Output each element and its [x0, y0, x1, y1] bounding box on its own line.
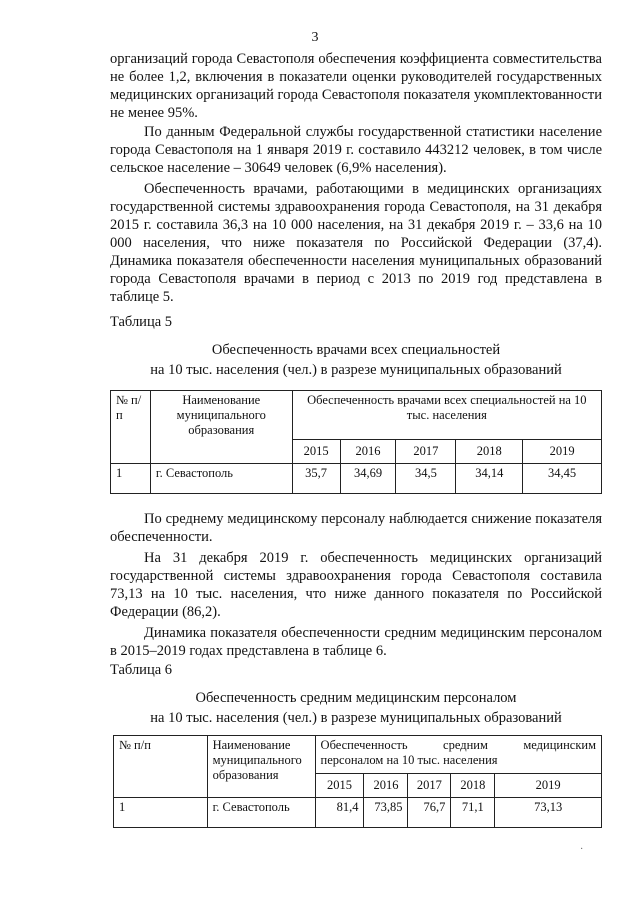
table5-head-num: № п/п	[111, 391, 151, 464]
paragraph-2: По данным Федеральной службы государственной статистики население города Севастополя на 1 января 2019 г. составило 443212 человек, в том числе сельское население – 30649 человек (6,9% населения).	[110, 124, 602, 176]
table6-year: 2017	[408, 774, 451, 798]
paragraph-1: организаций города Севастополя обеспечения коэффициента совместительства не более 1,2, включения в показатели оценки руководителей государственных медицинских организаций города Севастополя показателя укомплектованности не менее 95%.	[110, 51, 602, 121]
paragraph-5: На 31 декабря 2019 г. обеспеченность медицинских организаций государственной системы здравоохранения города Севастополя составила 73,13 на 10 тыс. населения, что ниже данного показателя по Российской Федерации (86,2).	[110, 550, 602, 620]
table6-label: Таблица 6	[110, 662, 173, 678]
table6-head-name: Наименование муниципального образования	[207, 736, 315, 798]
table5-year: 2017	[396, 440, 456, 464]
table5-head-name: Наименование муниципального образования	[150, 391, 292, 464]
table5-value: 34,45	[523, 464, 602, 494]
table5-year: 2018	[456, 440, 523, 464]
table6-value: 81,4	[315, 798, 364, 828]
table5-label: Таблица 5	[110, 314, 173, 330]
table5-value: 34,69	[340, 464, 396, 494]
table6-row-name: г. Севастополь	[207, 798, 315, 828]
table6-head-num: № п/п	[114, 736, 208, 798]
table5-title-line2: на 10 тыс. населения (чел.) в разрезе муниципальных образований	[150, 362, 562, 378]
table6-title-line2: на 10 тыс. населения (чел.) в разрезе муниципальных образований	[150, 710, 562, 726]
table6-title-line1: Обеспеченность средним медицинским персоналом	[195, 690, 517, 706]
paragraph-3: Обеспеченность врачами, работающими в медицинских организациях государственной системы здравоохранения города Севастополя, на 31 декабря 2015 г. составила 36,3 на 10 000 населения, на 31 декабря 2019 г. – 33,6 на 10 000 населения, что ниже показателя по Российской Федерации (37,4). Динамика показателя обеспеченности населения муниципальных образований города Севастополя врачами в период с 2013 по 2019 год представлена в таблице 5.	[110, 181, 602, 305]
table6-year: 2018	[451, 774, 495, 798]
table5-value: 34,14	[456, 464, 523, 494]
table5-row-name: г. Севастополь	[150, 464, 292, 494]
table5-value: 35,7	[292, 464, 340, 494]
table5-row-num: 1	[111, 464, 151, 494]
table6-year: 2016	[364, 774, 408, 798]
paragraph-1-block	[110, 50, 602, 306]
table6-value: 76,7	[408, 798, 451, 828]
table6	[113, 735, 602, 828]
table6-head-group: Обеспеченность средним медицинским персоналом на 10 тыс. населения	[315, 736, 601, 774]
table-row	[111, 464, 602, 494]
table6-value: 73,13	[495, 798, 602, 828]
table5	[110, 390, 602, 494]
table5-year: 2016	[340, 440, 396, 464]
corner-mark: ·	[580, 844, 584, 855]
table-row	[114, 798, 602, 828]
table5-title-line1: Обеспеченность врачами всех специальностей	[211, 342, 501, 358]
table5-year: 2015	[292, 440, 340, 464]
table5-head-group: Обеспеченность врачами всех специальностей на 10 тыс. населения	[292, 391, 601, 440]
table6-year: 2019	[495, 774, 602, 798]
page-number: 3	[311, 30, 319, 45]
paragraph-4: По среднему медицинскому персоналу наблюдается снижение показателя обеспеченности.	[110, 511, 602, 545]
table6-year: 2015	[315, 774, 364, 798]
table5-year: 2019	[523, 440, 602, 464]
table6-value: 71,1	[451, 798, 495, 828]
table5-value: 34,5	[396, 464, 456, 494]
table6-value: 73,85	[364, 798, 408, 828]
table6-row-num: 1	[114, 798, 208, 828]
paragraph-2-block	[110, 510, 602, 660]
paragraph-6: Динамика показателя обеспеченности средним медицинским персоналом в 2015–2019 годах представлена в таблице 6.	[110, 625, 602, 659]
